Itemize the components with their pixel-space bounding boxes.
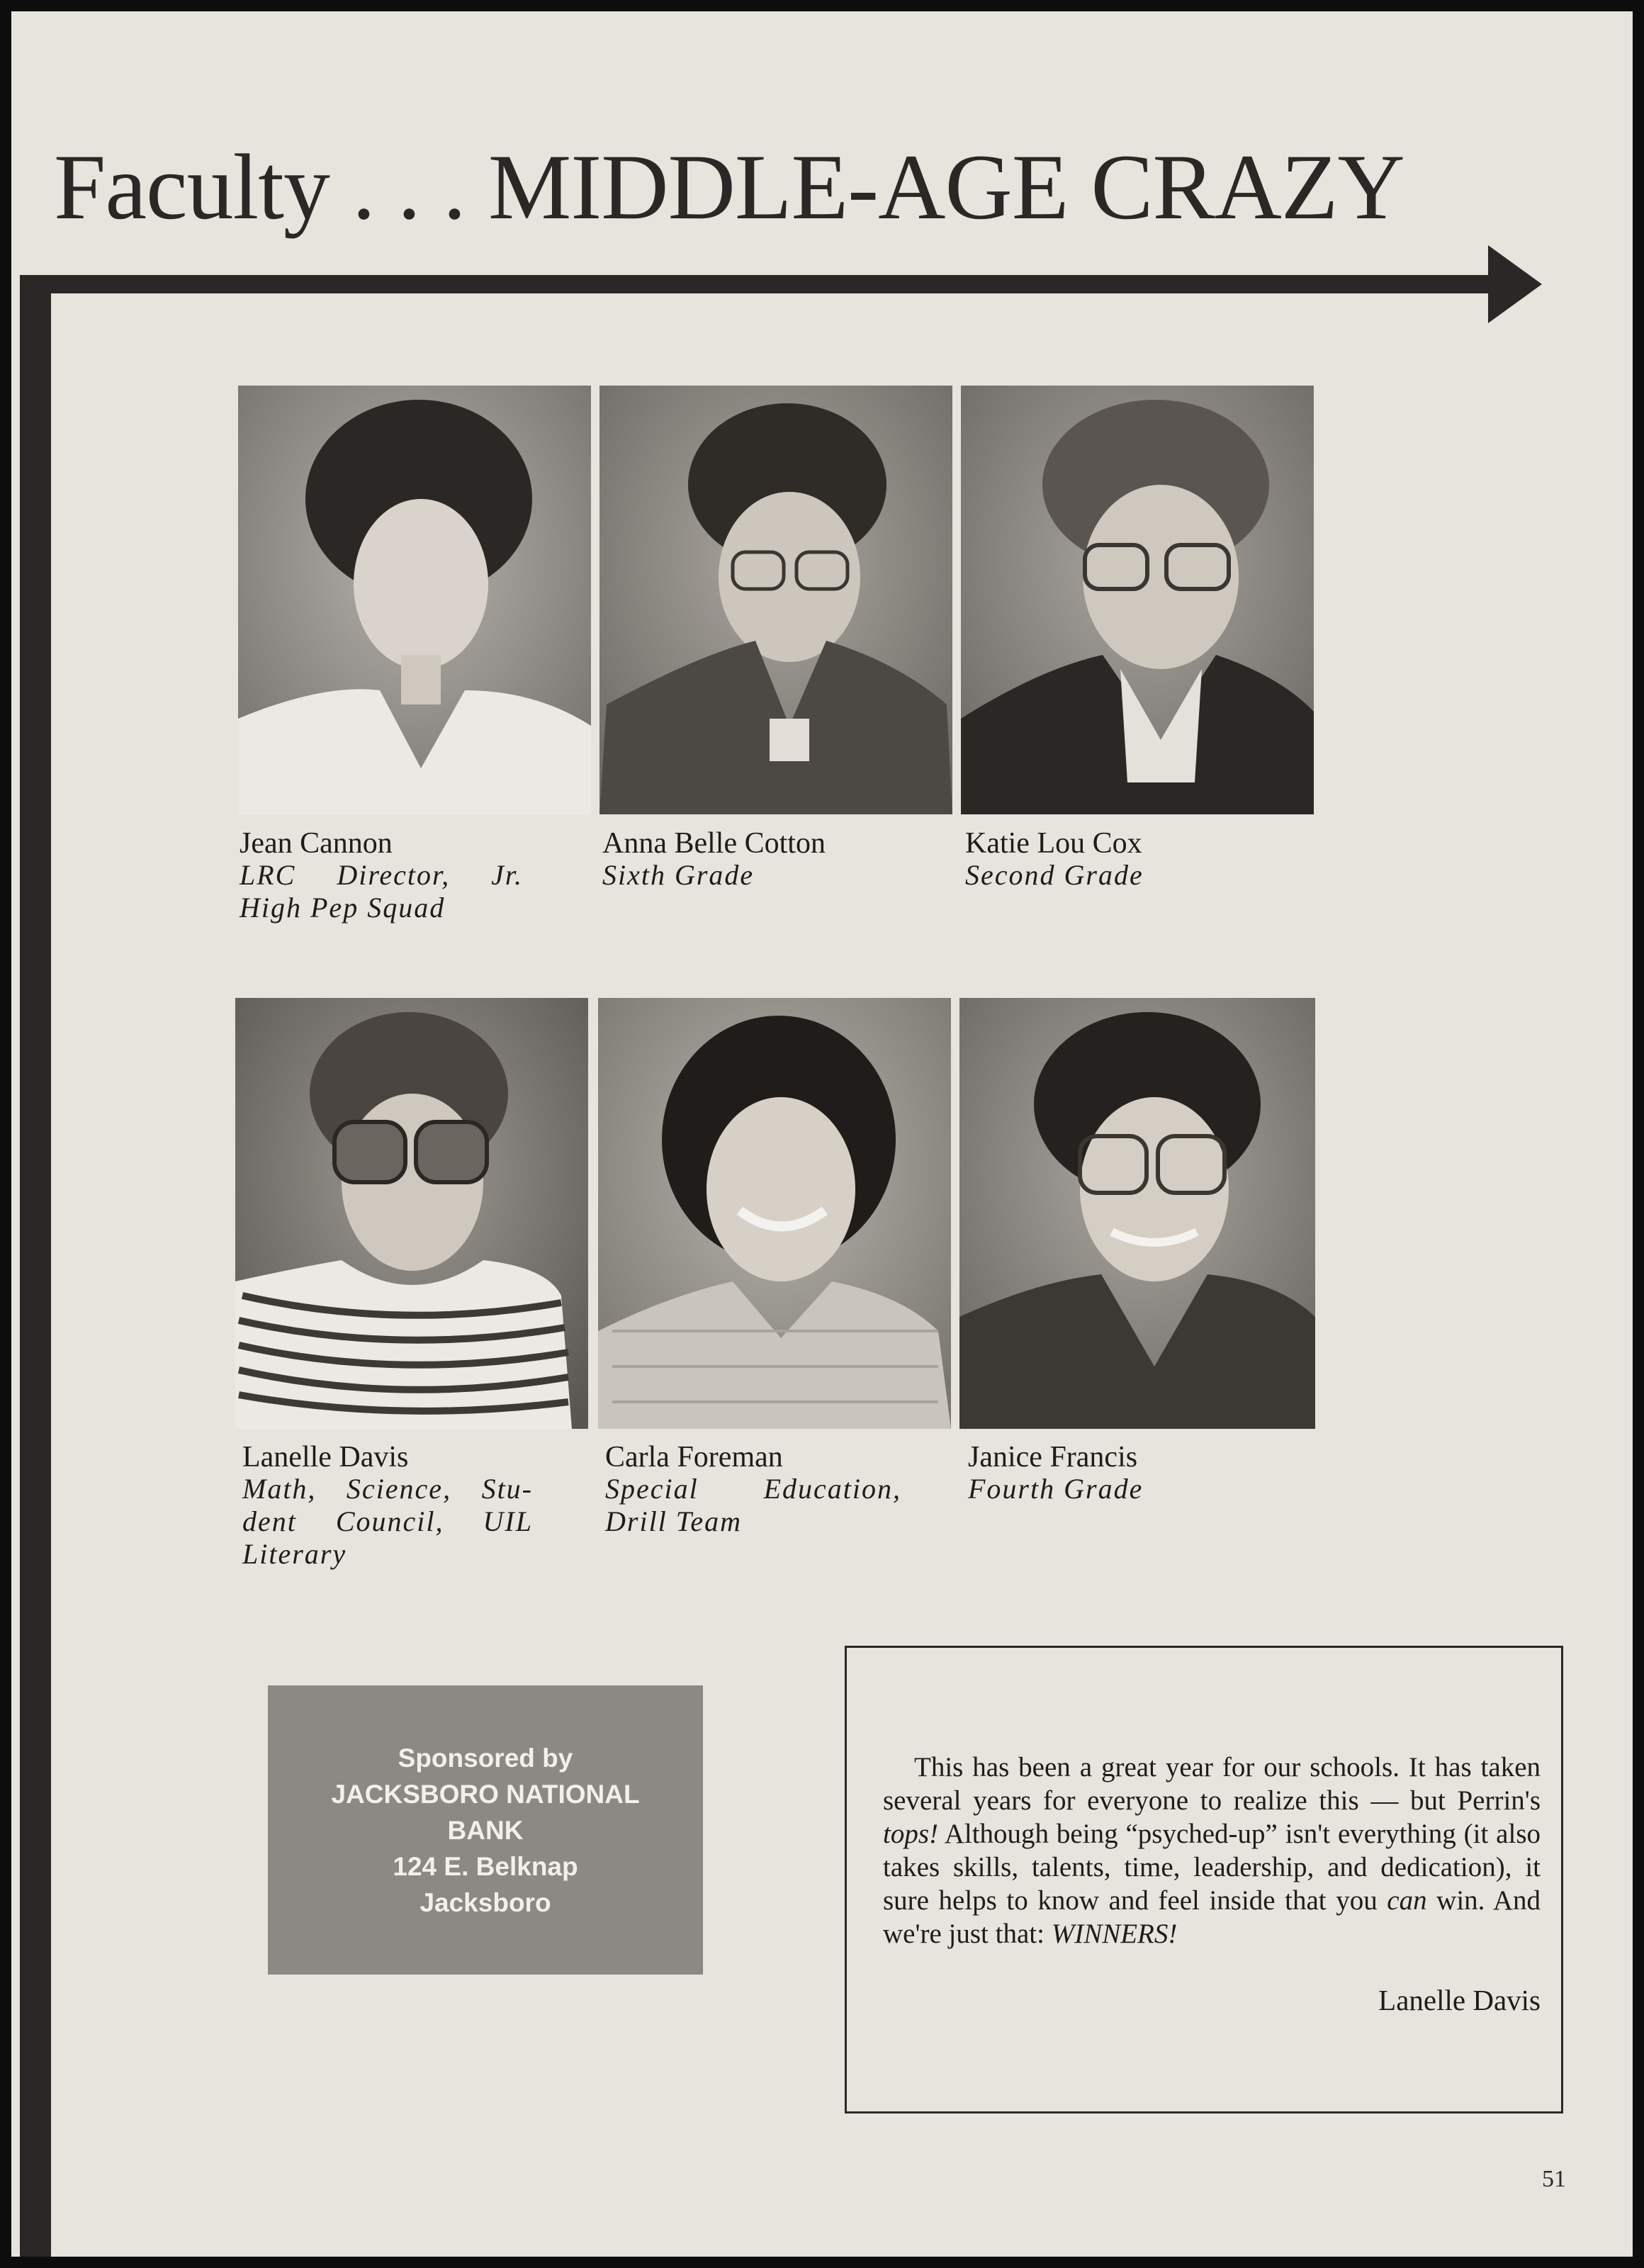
faculty-name: Jean Cannon xyxy=(240,827,393,860)
faculty-role: Fourth Grade xyxy=(968,1473,1144,1505)
note-emphasis: can xyxy=(1387,1885,1427,1916)
sponsor-line: BANK xyxy=(447,1815,524,1845)
portrait-photo xyxy=(235,998,588,1429)
sponsor-line: Sponsored by xyxy=(398,1743,573,1773)
portrait-photo xyxy=(238,386,591,814)
page-number: 51 xyxy=(1542,2166,1566,2192)
faculty-name: Anna Belle Cotton xyxy=(602,827,826,860)
faculty-name: Lanelle Davis xyxy=(242,1441,409,1473)
note-text: Although being “psyched-up” isn't everything (it also takes skills, talents, time, leadership, and dedication), it sure helps to know and feel inside that you xyxy=(883,1819,1541,1916)
faculty-role: Second Grade xyxy=(965,859,1144,891)
sponsor-block xyxy=(268,1685,703,1975)
portrait-photo xyxy=(961,386,1314,814)
note-emphasis: WINNERS! xyxy=(1051,1919,1178,1949)
portrait-photo xyxy=(599,386,952,814)
sponsor-line: 124 E. Belknap xyxy=(393,1851,578,1881)
faculty-name: Carla Foreman xyxy=(605,1441,783,1473)
faculty-role: Sixth Grade xyxy=(602,859,755,891)
page-title: Faculty . . . MIDDLE-AGE CRAZY xyxy=(54,135,1404,239)
note-text: This has been a great year for our schools. It has taken several years for everyone to realize this — but Perrin's xyxy=(883,1752,1541,1816)
portrait-photo xyxy=(598,998,951,1429)
faculty-name: Katie Lou Cox xyxy=(965,827,1142,860)
faculty-role: Special Education, Drill Team xyxy=(605,1473,901,1537)
faculty-role: LRC Director, Jr. High Pep Squad xyxy=(240,859,523,924)
faculty-role: Math, Science, Stu- dent Council, UIL Literary xyxy=(242,1473,533,1570)
yearbook-page xyxy=(11,11,1633,2257)
note-signature: Lanelle Davis xyxy=(1378,1984,1541,2016)
note-text: win. And we're just that: xyxy=(883,1885,1541,1949)
faculty-name: Janice Francis xyxy=(968,1441,1138,1473)
sponsor-line: Jacksboro xyxy=(420,1887,551,1917)
sponsor-line: JACKSBORO NATIONAL xyxy=(331,1779,640,1809)
note-paragraph xyxy=(883,1751,1541,1950)
portrait-photo xyxy=(959,998,1315,1429)
note-emphasis: tops! xyxy=(883,1819,938,1849)
